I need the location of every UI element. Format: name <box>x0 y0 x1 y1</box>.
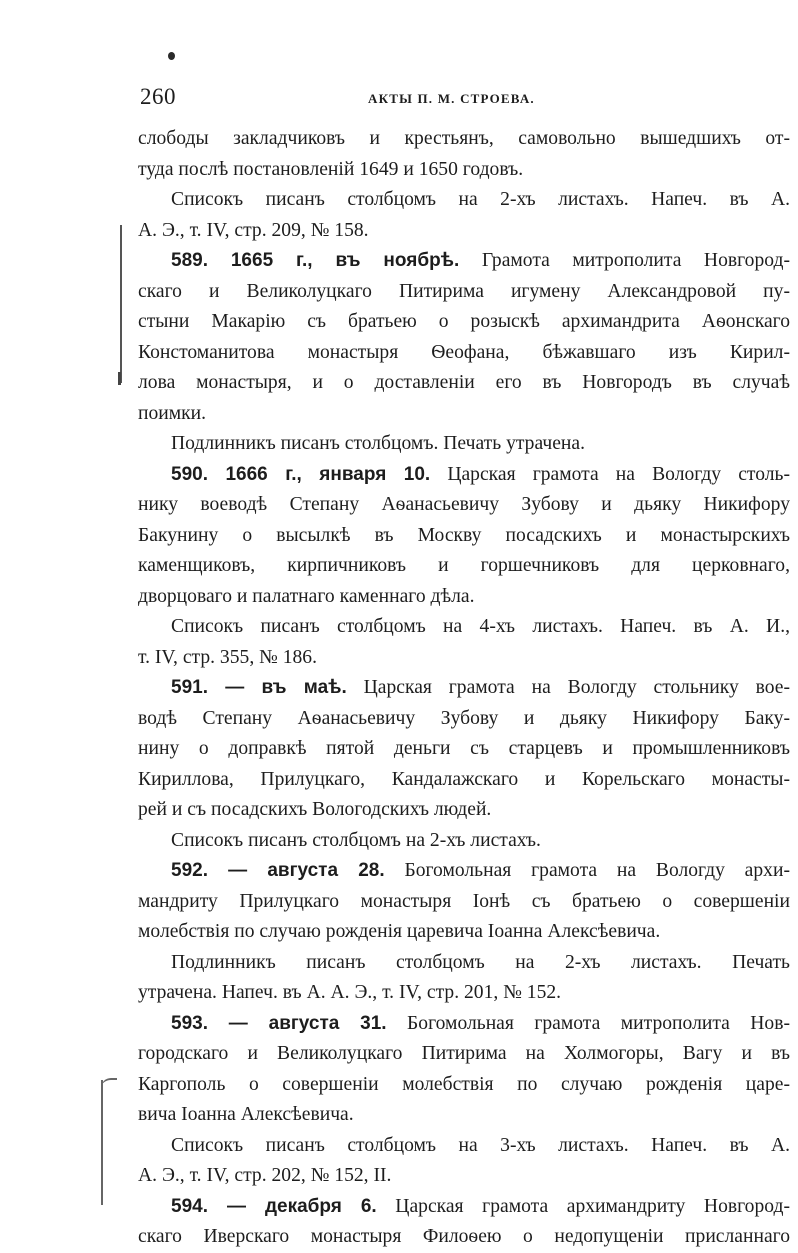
line-text: поимки. <box>138 402 207 424</box>
entry-heading: 589. 1665 г., въ ноябрѣ. <box>171 250 460 271</box>
margin-mark-end <box>118 372 121 385</box>
text-line <box>138 307 790 338</box>
text-line <box>138 521 790 552</box>
text-line <box>138 826 790 857</box>
line-text: рей и съ посадскихъ Вологодскихъ людей. <box>138 799 492 820</box>
line-text: Списокъ писанъ столбцомъ на 2-хъ листахъ. <box>171 829 541 851</box>
line-text: туда послѣ постановленій 1649 и 1650 годовъ. <box>138 158 524 180</box>
line-text: водѣ Степану Аѳанасьевичу Зубову и дьяку Никифору Баку- <box>138 707 790 729</box>
line-text: нину о доправкѣ пятой деньги съ старцевъ и промышленниковъ <box>138 738 790 759</box>
line-text: Списокъ писанъ столбцомъ на 4-хъ листахъ. Напеч. въ А. И., <box>171 616 790 637</box>
line-text: Констоманитова монастыря Ѳеофана, бѣжавшаго изъ Кирил- <box>138 341 790 363</box>
line-text: Каргополь о совершеніи молебствія по случаю рожденія царе- <box>138 1073 790 1095</box>
text-line <box>138 429 790 460</box>
text-line <box>138 673 790 704</box>
line-text: слободы закладчиковъ и крестьянъ, самовольно вышедшихъ от- <box>138 128 790 149</box>
text-line <box>138 124 790 155</box>
text-line <box>138 795 790 826</box>
text-line <box>138 399 790 430</box>
line-text: скаго и Великолуцкаго Питирима игумену Александровой пу- <box>138 280 790 302</box>
margin-bracket-top <box>101 1078 117 1092</box>
text-line <box>138 704 790 735</box>
text-body <box>138 124 790 1253</box>
line-text: Кириллова, Прилуцкаго, Кандалажскаго и Корельскаго монасты- <box>138 768 790 790</box>
text-line <box>138 856 790 887</box>
ink-dot <box>168 52 175 60</box>
line-text: Царская грамота на Вологду столь- <box>430 463 790 485</box>
line-text: Царская грамота на Вологду стольнику вое- <box>346 677 790 698</box>
text-line <box>138 978 790 1009</box>
line-text: молебствія по случаю рожденія царевича Іоанна Алексѣевича. <box>138 921 661 942</box>
page-header <box>140 84 790 114</box>
text-line <box>138 1070 790 1101</box>
line-text: лова монастыря, и о доставленіи его въ Новгородъ въ случаѣ <box>138 372 790 393</box>
text-line <box>138 887 790 918</box>
line-text: т. IV, стр. 355, № 186. <box>138 646 317 668</box>
line-text: Богомольная грамота митрополита Нов- <box>386 1012 790 1034</box>
entry-heading: 594. — декабря 6. <box>171 1195 377 1217</box>
line-text: утрачена. Напеч. въ А. А. Э., т. IV, стр. 201, № 152. <box>138 982 562 1003</box>
line-text: Подлинникъ писанъ столбцомъ. Печать утрачена. <box>171 433 586 454</box>
text-line <box>138 155 790 186</box>
text-line <box>138 765 790 796</box>
text-line <box>138 1100 790 1131</box>
line-text: каменщиковъ, кирпичниковъ и горшечниковъ для церковнаго, <box>138 555 790 576</box>
text-line <box>138 551 790 582</box>
line-text: скаго Иверскаго монастыря Филоѳею о недопущеніи присланнаго <box>138 1226 790 1247</box>
entry-heading: 593. — августа 31. <box>171 1012 387 1034</box>
line-text: Царская грамота архимандриту Новгород- <box>376 1195 790 1217</box>
margin-bracket <box>101 1080 103 1205</box>
line-text: Грамота митрополита Новгород- <box>459 250 790 271</box>
entry-heading: 592. — августа 28. <box>171 860 385 881</box>
line-text: нику воеводѣ Степану Аѳанасьевичу Зубову и дьяку Никифору <box>138 494 790 515</box>
text-line <box>138 734 790 765</box>
text-line <box>138 1192 790 1223</box>
text-line <box>138 1222 790 1253</box>
text-line <box>138 338 790 369</box>
text-line <box>138 948 790 979</box>
line-text: стыни Макарію съ братьею о розыскѣ архимандрита Аѳонскаго <box>138 311 790 332</box>
text-line <box>138 246 790 277</box>
entry-heading: 590. 1666 г., января 10. <box>171 463 431 485</box>
running-title: АКТЫ П. М. СТРОЕВА. <box>368 91 535 106</box>
text-line <box>138 917 790 948</box>
line-text: Богомольная грамота на Вологду архи- <box>384 860 790 881</box>
line-text: А. Э., т. IV, стр. 209, № 158. <box>138 219 369 241</box>
text-line <box>138 368 790 399</box>
text-line <box>138 490 790 521</box>
page-number: 260 <box>140 84 176 109</box>
line-text: А. Э., т. IV, стр. 202, № 152, II. <box>138 1165 392 1186</box>
text-line <box>138 1161 790 1192</box>
text-line <box>138 216 790 247</box>
line-text: Списокъ писанъ столбцомъ на 2-хъ листахъ. Напеч. въ А. <box>171 189 790 210</box>
text-line <box>138 460 790 491</box>
line-text: городскаго и Великолуцкаго Питирима на Холмогоры, Вагу и въ <box>138 1043 790 1064</box>
entry-heading: 591. — въ маѣ. <box>171 677 347 698</box>
line-text: Подлинникъ писанъ столбцомъ на 2-хъ листахъ. Печать <box>171 951 790 973</box>
text-line <box>138 1131 790 1162</box>
text-line <box>138 1009 790 1040</box>
line-text: вича Іоанна Алексѣевича. <box>138 1104 354 1125</box>
line-text: мандриту Прилуцкаго монастыря Іонѣ съ братьею о совершеніи <box>138 890 790 912</box>
text-line <box>138 185 790 216</box>
margin-mark <box>120 225 122 383</box>
line-text: Бакунину о высылкѣ въ Москву посадскихъ и монастырскихъ <box>138 524 790 546</box>
text-line <box>138 612 790 643</box>
line-text: Списокъ писанъ столбцомъ на 3-хъ листахъ. Напеч. въ А. <box>171 1134 790 1156</box>
text-line <box>138 1039 790 1070</box>
text-line <box>138 582 790 613</box>
text-line <box>138 643 790 674</box>
line-text: дворцоваго и палатнаго каменнаго дѣла. <box>138 585 475 607</box>
text-line <box>138 277 790 308</box>
